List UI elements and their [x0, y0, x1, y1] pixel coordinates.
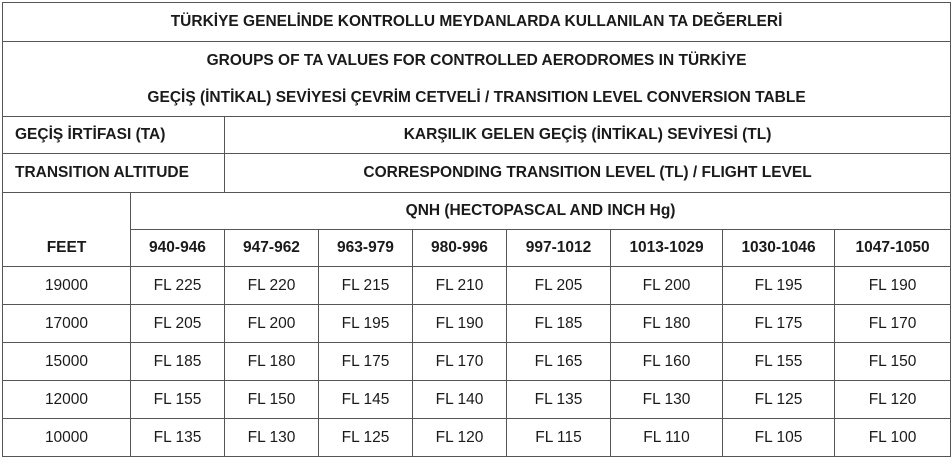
flight-level-cell: FL 105: [723, 419, 835, 457]
flight-level-cell: FL 170: [413, 343, 507, 381]
tl-label-english: CORRESPONDING TRANSITION LEVEL (TL) / FLIGHT LEVEL: [225, 154, 951, 193]
transition-level-table: [2, 2, 951, 457]
flight-level-cell: FL 200: [225, 305, 319, 343]
flight-level-cell: FL 215: [319, 267, 413, 305]
flight-level-cell: FL 190: [413, 305, 507, 343]
flight-level-cell: FL 160: [611, 343, 723, 381]
qnh-range-header: 1013-1029: [611, 230, 723, 267]
tl-label-turkish: KARŞILIK GELEN GEÇİŞ (İNTİKAL) SEVİYESİ (TL): [225, 117, 951, 154]
flight-level-cell: FL 190: [835, 267, 951, 305]
flight-level-cell: FL 130: [225, 419, 319, 457]
flight-level-cell: FL 175: [723, 305, 835, 343]
feet-value: 15000: [3, 343, 131, 381]
flight-level-cell: FL 115: [507, 419, 611, 457]
flight-level-cell: FL 155: [723, 343, 835, 381]
qnh-range-header: 940-946: [131, 230, 225, 267]
table-subtitle: GEÇİŞ (İNTİKAL) SEVİYESİ ÇEVRİM CETVELİ / TRANSITION LEVEL CONVERSION TABLE: [3, 80, 951, 117]
qnh-range-header: 997-1012: [507, 230, 611, 267]
feet-value: 17000: [3, 305, 131, 343]
flight-level-cell: FL 220: [225, 267, 319, 305]
flight-level-cell: FL 130: [611, 381, 723, 419]
flight-level-cell: FL 100: [835, 419, 951, 457]
flight-level-cell: FL 165: [507, 343, 611, 381]
qnh-range-header: 1047-1050: [835, 230, 951, 267]
flight-level-cell: FL 125: [723, 381, 835, 419]
flight-level-cell: FL 210: [413, 267, 507, 305]
flight-level-cell: FL 180: [611, 305, 723, 343]
flight-level-cell: FL 225: [131, 267, 225, 305]
feet-value: 10000: [3, 419, 131, 457]
feet-value: 12000: [3, 381, 131, 419]
flight-level-cell: FL 185: [131, 343, 225, 381]
flight-level-cell: FL 195: [723, 267, 835, 305]
flight-level-cell: FL 120: [835, 381, 951, 419]
flight-level-cell: FL 140: [413, 381, 507, 419]
flight-level-cell: FL 150: [835, 343, 951, 381]
flight-level-cell: FL 205: [131, 305, 225, 343]
table-row: [3, 305, 951, 343]
ta-label-turkish: GEÇİŞ İRTİFASI (TA): [3, 117, 225, 154]
qnh-range-header: 980-996: [413, 230, 507, 267]
table-row: [3, 381, 951, 419]
flight-level-cell: FL 135: [507, 381, 611, 419]
table-row: [3, 419, 951, 457]
flight-level-cell: FL 135: [131, 419, 225, 457]
flight-level-cell: FL 175: [319, 343, 413, 381]
feet-header: FEET: [3, 230, 131, 267]
table-row: [3, 343, 951, 381]
feet-value: 19000: [3, 267, 131, 305]
qnh-range-header: 947-962: [225, 230, 319, 267]
qnh-range-header: 963-979: [319, 230, 413, 267]
flight-level-cell: FL 125: [319, 419, 413, 457]
flight-level-cell: FL 145: [319, 381, 413, 419]
flight-level-cell: FL 150: [225, 381, 319, 419]
flight-level-cell: FL 195: [319, 305, 413, 343]
flight-level-cell: FL 155: [131, 381, 225, 419]
qnh-label: QNH (HECTOPASCAL AND INCH Hg): [131, 193, 951, 230]
flight-level-cell: FL 110: [611, 419, 723, 457]
flight-level-cell: FL 200: [611, 267, 723, 305]
flight-level-cell: FL 205: [507, 267, 611, 305]
flight-level-cell: FL 170: [835, 305, 951, 343]
ta-label-english: TRANSITION ALTITUDE: [3, 154, 225, 193]
flight-level-cell: FL 180: [225, 343, 319, 381]
title-english: GROUPS OF TA VALUES FOR CONTROLLED AERODROMES IN TÜRKİYE: [3, 42, 951, 81]
title-turkish: TÜRKİYE GENELİNDE KONTROLLU MEYDANLARDA KULLANILAN TA DEĞERLERİ: [3, 3, 951, 42]
table-row: [3, 267, 951, 305]
qnh-blank-cell: [3, 193, 131, 230]
qnh-range-header: 1030-1046: [723, 230, 835, 267]
flight-level-cell: FL 120: [413, 419, 507, 457]
flight-level-cell: FL 185: [507, 305, 611, 343]
ta-values-document: [2, 2, 950, 457]
